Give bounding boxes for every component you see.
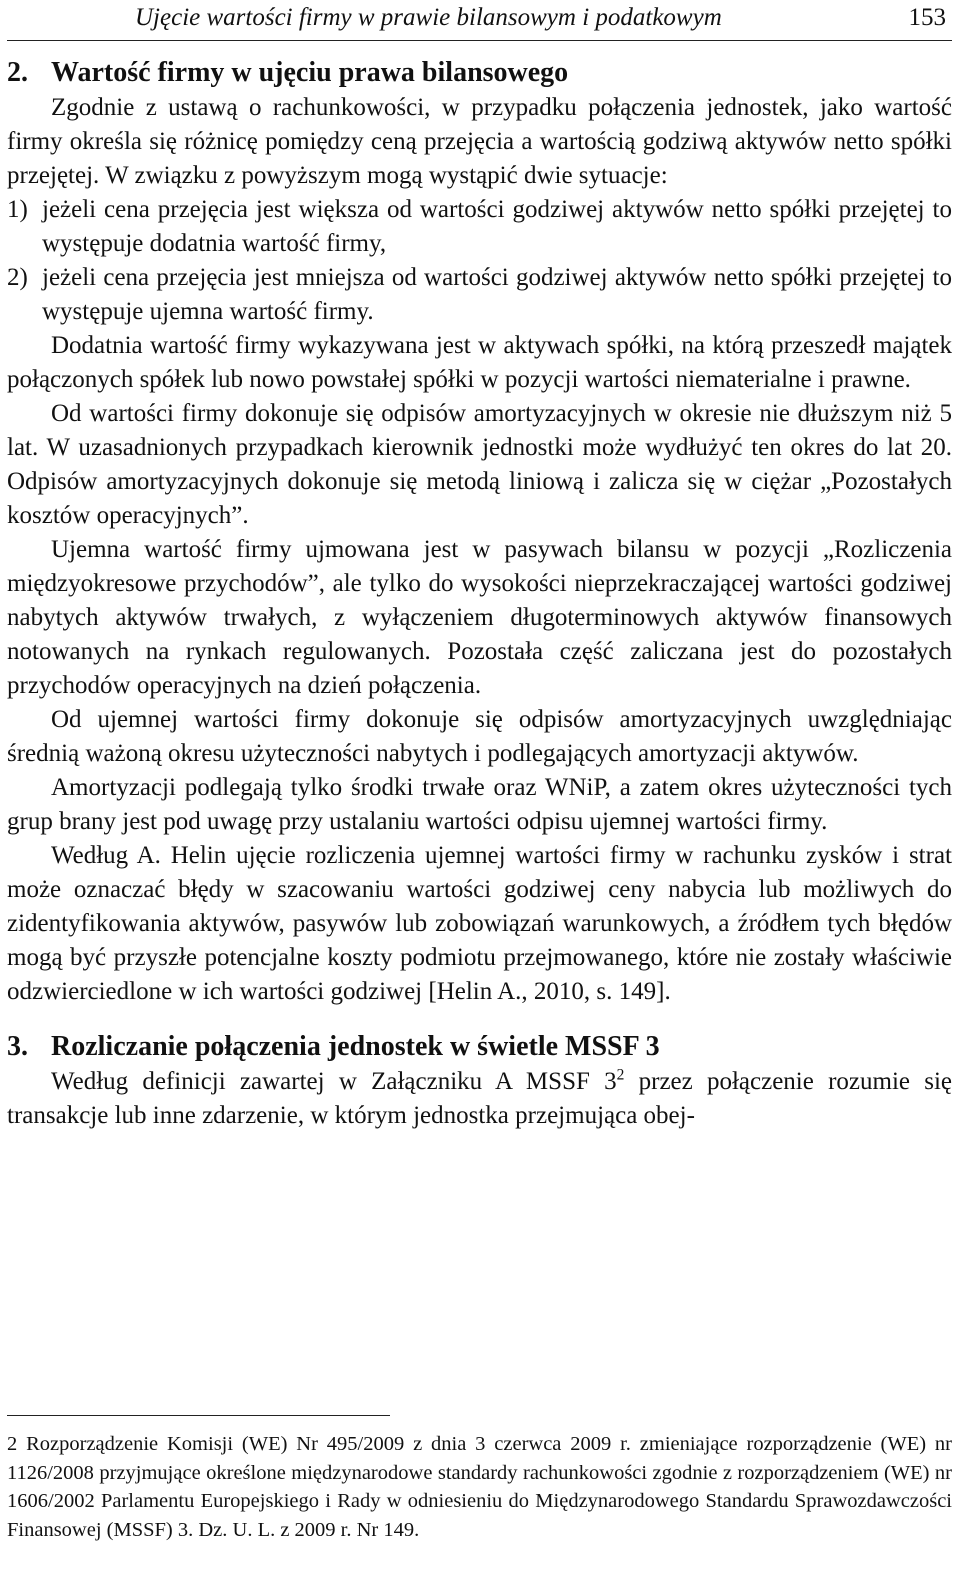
footnote-text: Rozporządzenie Komisji (WE) Nr 495/2009 z dnia 3 czerwca 2009 r. zmieniające rozporządzenie (WE) nr 1126/2008 przyjmujące określone międzynarodowe standardy rachunkowości zgodnie z rozporządzeniem (WE) nr 1606/2002 Parlamentu Europejskiego i Rady w odniesieniu do Międzynarodowego Standardu Sprawozdawczości Finansowej (MSSF) 3. Dz. U. L. z 2009 r. Nr 149. bbox=[7, 1433, 952, 1541]
footnote-marker: 2 bbox=[7, 1433, 18, 1455]
section-2-number: 2. bbox=[7, 57, 28, 88]
paragraph-mssf bbox=[7, 1065, 952, 1133]
list-item-marker: 1) bbox=[7, 196, 28, 223]
footnote-divider bbox=[7, 1415, 390, 1416]
list-item-text: jeżeli cena przejęcia jest większa od wartości godziwej aktywów netto spółki przejętej to występuje dodatnia wartość firmy, bbox=[42, 196, 952, 257]
paragraph-od-ujemnej: Od ujemnej wartości firmy dokonuje się odpisów amortyzacyjnych uwzględniając średnią ważoną okresu użyteczności nabytych i podlegających amortyzacji aktywów. bbox=[7, 706, 952, 767]
list-item-text: jeżeli cena przejęcia jest mniejsza od wartości godziwej aktywów netto spółki przejętej to występuje ujemna wartość firmy. bbox=[42, 264, 952, 325]
paragraph-ujemna: Ujemna wartość firmy ujmowana jest w pasywach bilansu w pozycji „Rozliczenia międzyokresowe przychodów”, ale tylko do wysokości nieprzekraczającej wartości godziwej nabytych aktywów trwałych, z wyłączeniem długoterminowych aktywów finansowych notowanych na rynkach regulowanych. Pozostała część zaliczana jest do pozostałych przychodów operacyjnych na dzień połączenia. bbox=[7, 536, 952, 699]
page-number: 153 bbox=[908, 4, 946, 31]
paragraph-helin: Według A. Helin ujęcie rozliczenia ujemnej wartości firmy w rachunku zysków i strat może oznaczać błędy w szacowaniu wartości godziwej ceny nabycia lub możliwych do zidentyfikowania aktywów, pasywów lub zobowiązań warunkowych, a źródłem tych błędów mogą być przyszłe potencjalne koszty podmiotu przejmowanego, które nie zostały właściwie odzwierciedlone w ich wartości godziwej [Helin A., 2010, s. 149]. bbox=[7, 842, 952, 1005]
section-3-heading bbox=[7, 1029, 952, 1065]
situations-list bbox=[7, 193, 952, 329]
section-2-body bbox=[7, 91, 952, 1009]
section-2-heading bbox=[7, 55, 952, 91]
paragraph-intro: Zgodnie z ustawą o rachunkowości, w przypadku połączenia jednostek, jako wartość firmy określa się różnicę pomiędzy ceną przejęcia a wartością godziwą aktywów netto spółki przejętej. W związku z powyższym mogą wystąpić dwie sytuacje: bbox=[7, 94, 952, 189]
list-item bbox=[7, 193, 952, 261]
paragraph-mssf-start: Według definicji zawartej w Załączniku A MSSF 3 bbox=[51, 1068, 617, 1095]
section-2-title: Wartość firmy w ujęciu prawa bilansowego bbox=[51, 57, 569, 88]
list-item-marker: 2) bbox=[7, 264, 28, 291]
paragraph-dodatnia: Dodatnia wartość firmy wykazywana jest w aktywach spółki, na którą przeszedł majątek połączonych spółek lub nowo powstałej spółki w pozycji wartości niematerialne i prawne. bbox=[7, 332, 952, 393]
running-header bbox=[7, 3, 952, 41]
paragraph-odpisy: Od wartości firmy dokonuje się odpisów amortyzacyjnych w okresie nie dłuższym niż 5 lat. W uzasadnionych przypadkach kierownik jednostki może wydłużyć ten okres do lat 20. Odpisów amortyzacyjnych dokonuje się metodą liniową i zalicza się w ciężar „Pozostałych kosztów operacyjnych”. bbox=[7, 400, 952, 529]
document-page bbox=[0, 3, 960, 1569]
footnote-reference[interactable]: 2 bbox=[616, 1066, 625, 1084]
running-header-title: Ujęcie wartości firmy w prawie bilansowym i podatkowym bbox=[135, 4, 722, 31]
list-item bbox=[7, 261, 952, 329]
section-3-body bbox=[7, 1065, 952, 1133]
footnote bbox=[7, 1430, 952, 1544]
paragraph-amortyzacji: Amortyzacji podlegają tylko środki trwałe oraz WNiP, a zatem okres użyteczności tych grup brany jest pod uwagę przy ustalaniu wartości odpisu ujemnej wartości firmy. bbox=[7, 774, 952, 835]
section-3-number: 3. bbox=[7, 1031, 28, 1062]
section-3-title: Rozliczanie połączenia jednostek w świetle MSSF 3 bbox=[51, 1031, 660, 1062]
paragraph-mssf-rest: przez połączenie rozumie się transakcje lub inne zdarzenie, w którym jednostka przejmująca obej- bbox=[7, 1068, 953, 1129]
